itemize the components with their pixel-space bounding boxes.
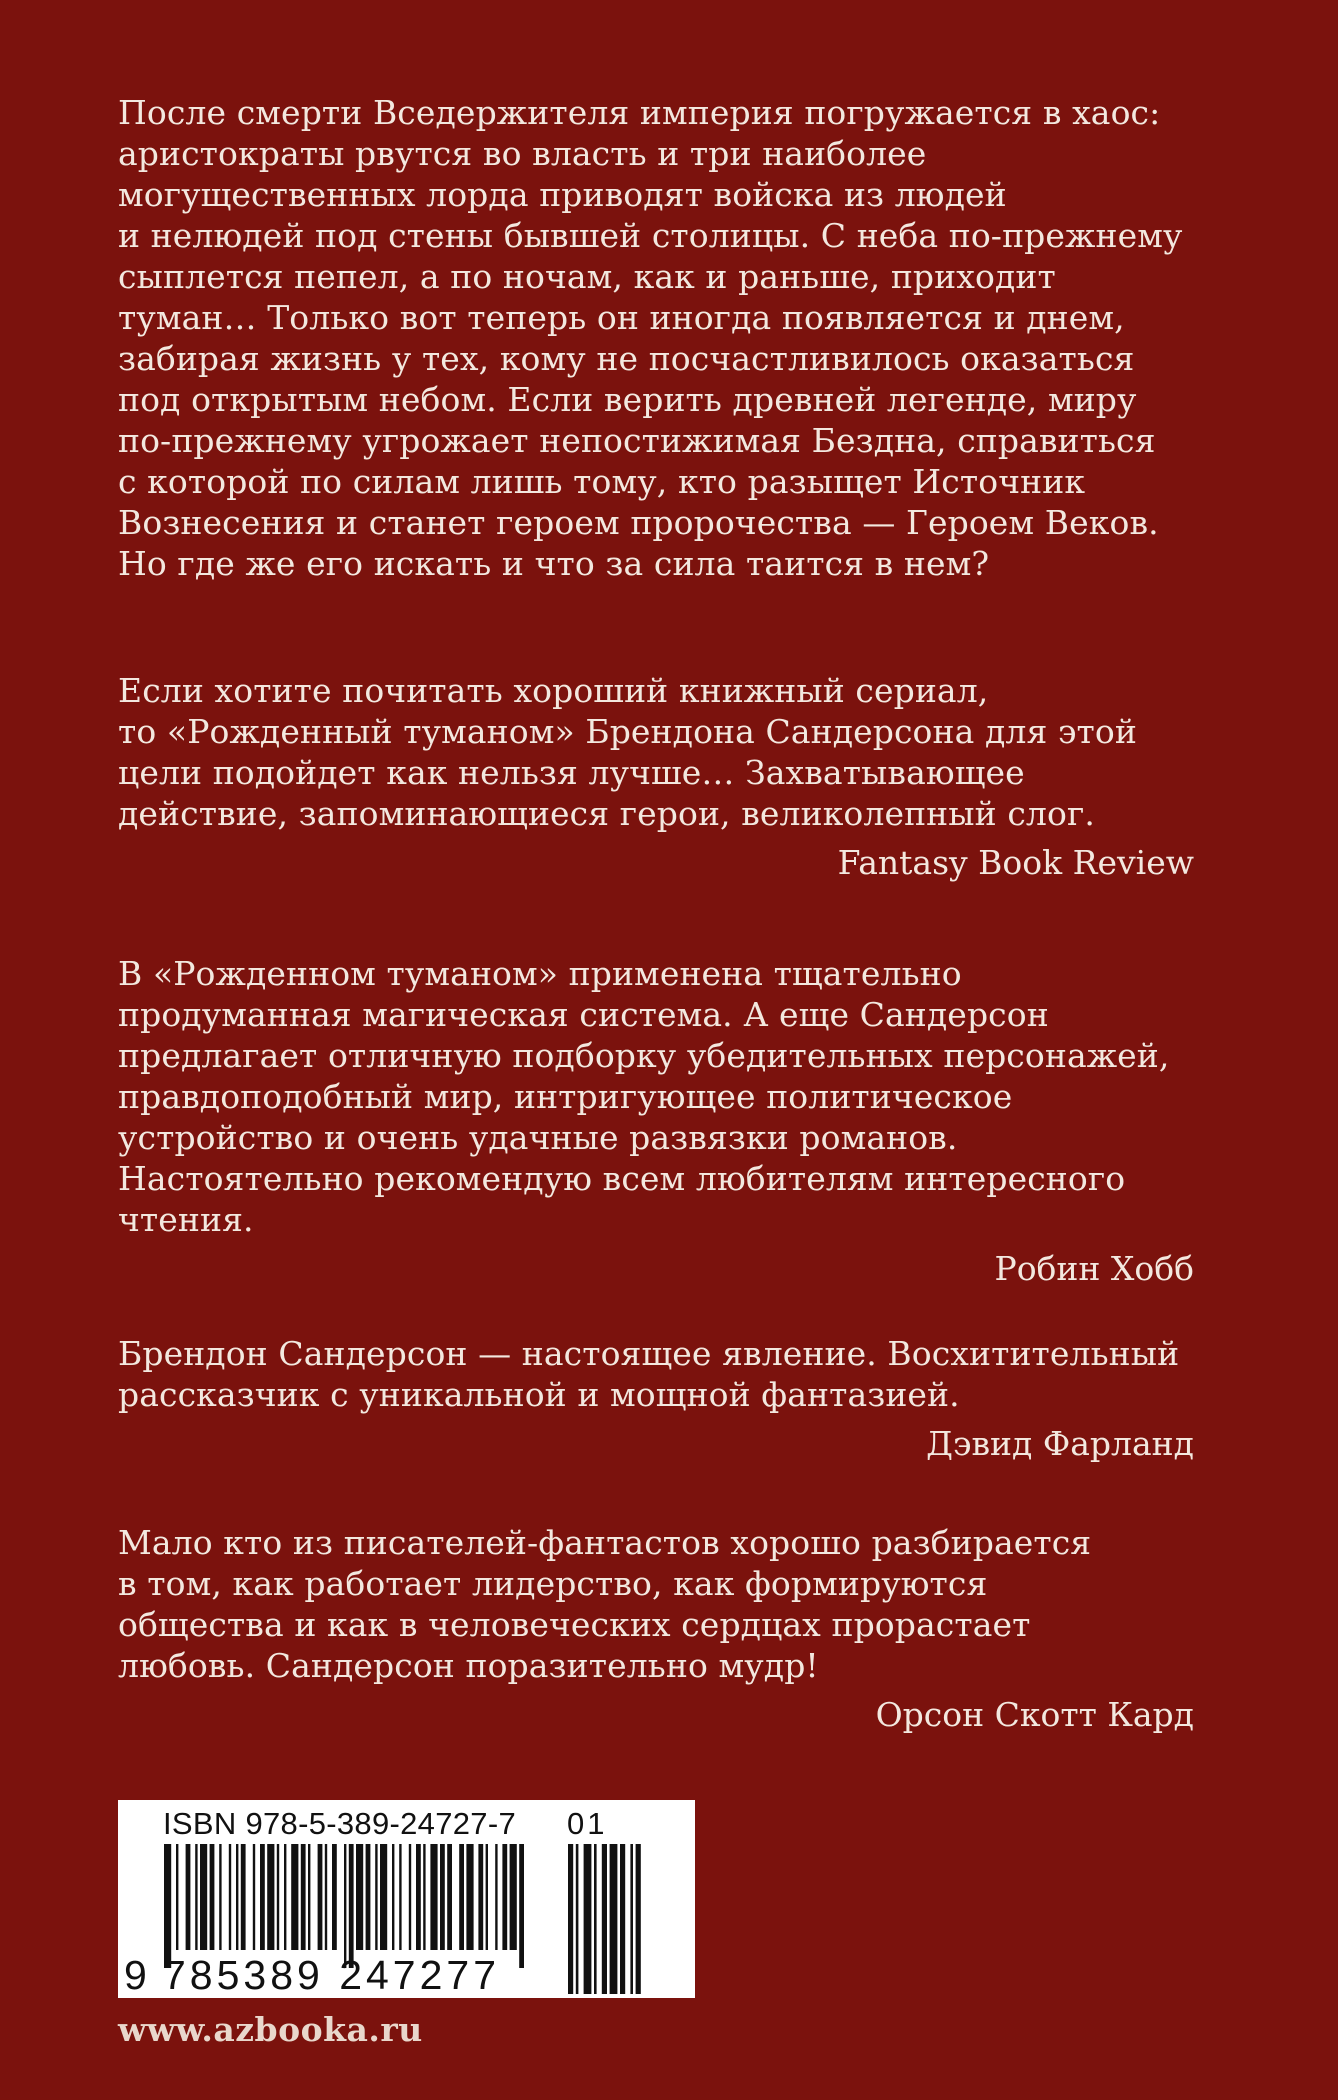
barcode-bar: [229, 1844, 231, 1950]
review-david-farland: [118, 1333, 1194, 1464]
blurb-line: под открытым небом. Если верить древней легенде, миру: [118, 380, 1137, 419]
review-fantasy-book-review: [118, 670, 1194, 883]
barcode-bar: [366, 1844, 371, 1950]
review-line: рассказчик с уникальной и мощной фантазией.: [118, 1375, 960, 1414]
barcode-bar: [630, 1844, 633, 1994]
review-author: Орсон Скотт Кард: [875, 1695, 1194, 1734]
barcode-first-digit: 9: [124, 1952, 147, 1998]
barcode-bar: [502, 1844, 507, 1950]
barcode-bar: [602, 1844, 607, 1994]
review-line: предлагает отличную подборку убедительных персонажей,: [118, 1036, 1170, 1075]
review-line: чтения.: [118, 1200, 254, 1239]
blurb-line: Вознесения и станет героем пророчества — Героем Веков.: [118, 503, 1159, 542]
blurb-line: по-прежнему угрожает непостижимая Бездна, справиться: [118, 421, 1156, 460]
barcode-bar: [195, 1844, 197, 1950]
review-line: любовь. Сандерсон поразительно мудр!: [118, 1646, 819, 1685]
review-line: в том, как работает лидерство, как формируются: [118, 1564, 988, 1603]
review-text: [118, 1522, 1194, 1686]
review-line: Если хотите почитать хороший книжный сериал,: [118, 671, 989, 710]
barcode-bar: [486, 1844, 488, 1950]
barcode-bar: [594, 1844, 597, 1994]
barcode-bar: [423, 1844, 425, 1950]
barcode-bar: [267, 1844, 274, 1950]
barcode-bar: [584, 1844, 592, 1994]
barcode-bar: [576, 1844, 579, 1994]
barcode-bar: [510, 1844, 517, 1950]
isbn-barcode: [118, 1800, 695, 1998]
blurb-line: и нелюдей под стены бывшей столицы. С неба по-прежнему: [118, 216, 1183, 255]
barcode-bar: [325, 1844, 327, 1950]
review-line: В «Рожденном туманом» применена тщательно: [118, 954, 962, 993]
barcode-bar: [466, 1844, 473, 1950]
review-line: действие, запоминающиеся герои, великолепный слог.: [118, 794, 1095, 833]
barcode-bar: [200, 1844, 207, 1950]
blurb-line: туман… Только вот теперь он иногда появляется и днем,: [118, 298, 1125, 337]
review-line: Настоятельно рекомендую всем любителям интересного: [118, 1159, 1126, 1198]
barcode-bar: [332, 1844, 337, 1950]
barcode-bar: [636, 1844, 641, 1994]
blurb-line: могущественных лорда приводят войска из людей: [118, 175, 1007, 214]
barcode-bar: [301, 1844, 306, 1950]
barcode-bar: [277, 1844, 279, 1950]
isbn-text: ISBN 978-5-389-24727-7: [163, 1806, 516, 1841]
barcode-bar: [210, 1844, 215, 1950]
barcode-bar: [459, 1844, 464, 1950]
barcode-bar: [219, 1844, 221, 1950]
barcode-bar: [176, 1844, 178, 1950]
review-orson-scott-card: [118, 1522, 1194, 1735]
barcode-bar: [186, 1844, 191, 1950]
review-text: [118, 1333, 1194, 1415]
barcode-bar: [375, 1844, 377, 1950]
review-robin-hobb: [118, 953, 1194, 1289]
barcode-bar: [495, 1844, 497, 1950]
barcode-bar: [236, 1844, 238, 1950]
review-line: цели подойдет как нельзя лучше… Захватывающее: [118, 753, 1025, 792]
blurb-line: После смерти Вседержителя империя погружается в хаос:: [118, 93, 1161, 132]
review-line: общества и как в человеческих сердцах прорастает: [118, 1605, 1031, 1644]
barcode-bar: [284, 1844, 286, 1950]
review-line: правдоподобный мир, интригующее политическое: [118, 1077, 1013, 1116]
blurb: [118, 92, 1194, 584]
barcode-bar: [440, 1844, 445, 1950]
review-line: то «Рожденный туманом» Брендона Сандерсона для этой: [118, 712, 1137, 751]
barcode-bar: [399, 1844, 401, 1950]
blurb-line: забирая жизнь у тех, кому не посчастливилось оказаться: [118, 339, 1135, 378]
barcode-bar: [430, 1844, 437, 1950]
review-author: Дэвид Фарланд: [926, 1424, 1194, 1463]
barcode-bar: [610, 1844, 618, 1994]
text-column: [118, 92, 1194, 1735]
barcode-bar: [291, 1844, 298, 1950]
barcode-digits: 785389 247277: [163, 1952, 501, 1998]
barcode-bar: [318, 1844, 323, 1950]
barcode-bar: [620, 1844, 625, 1994]
review-line: Брендон Сандерсон — настоящее явление. Восхитительный: [118, 1334, 1180, 1373]
barcode-bar: [416, 1844, 421, 1950]
blurb-line: Но где же его искать и что за сила таится в нем?: [118, 544, 990, 583]
review-text: [118, 953, 1194, 1240]
review-line: продуманная магическая система. А еще Сандерсон: [118, 995, 1049, 1034]
barcode-bar: [568, 1844, 573, 1994]
review-author: Робин Хобб: [994, 1249, 1194, 1288]
review-author: Fantasy Book Review: [837, 843, 1194, 882]
review-line: устройство и очень удачные развязки романов.: [118, 1118, 958, 1157]
barcode-bar: [253, 1844, 255, 1950]
publisher-website[interactable]: www.azbooka.ru: [118, 2010, 423, 2049]
barcode-bar: [380, 1844, 387, 1950]
blurb-line: аристократы рвутся во власть и три наиболее: [118, 134, 927, 173]
barcode-bar: [241, 1844, 246, 1950]
review-text: [118, 670, 1194, 834]
barcode-bar: [409, 1844, 411, 1950]
barcode-bar: [478, 1844, 483, 1950]
barcode-bar: [447, 1844, 452, 1950]
addon-code: 01: [567, 1806, 608, 1841]
barcode-bar: [308, 1844, 310, 1950]
barcode-bar: [356, 1844, 363, 1950]
barcode-bar: [344, 1844, 346, 1968]
barcode-bar: [260, 1844, 265, 1950]
barcode-bar: [392, 1844, 394, 1950]
barcode-bar: [519, 1844, 524, 1968]
barcode-bar: [164, 1844, 171, 1968]
review-line: Мало кто из писателей-фантастов хорошо разбирается: [118, 1523, 1092, 1562]
blurb-line: сыплется пепел, а по ночам, как и раньше, приходит: [118, 257, 1056, 296]
barcode-bar: [349, 1844, 354, 1968]
blurb-line: с которой по силам лишь тому, кто разыщет Источник: [118, 462, 1086, 501]
